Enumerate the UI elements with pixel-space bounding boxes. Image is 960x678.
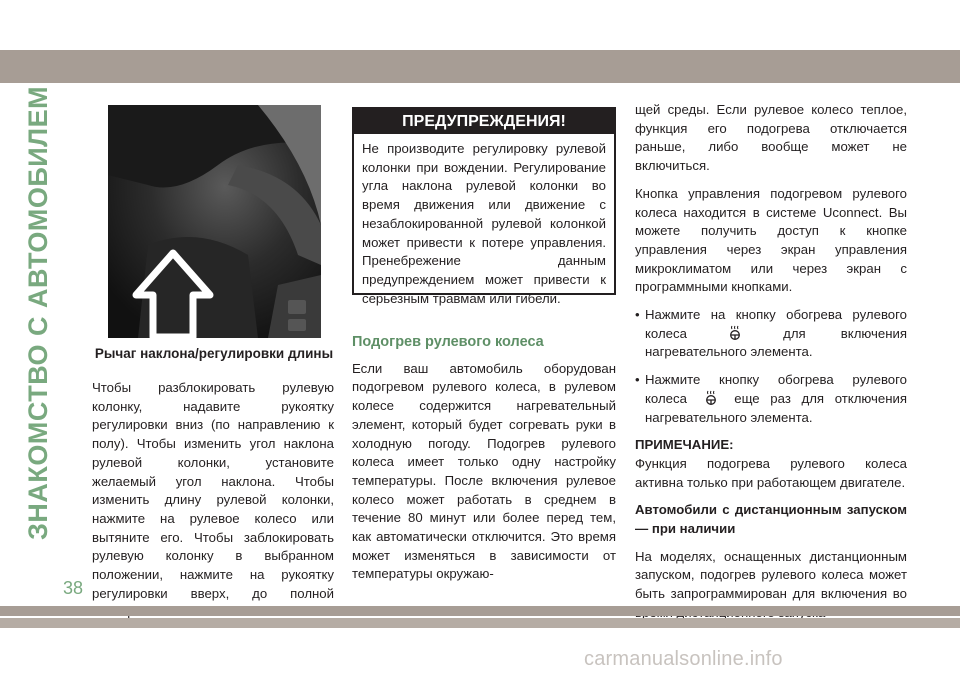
column-3: [635, 101, 907, 632]
chapter-title: ЗНАКОМСТВО С АВТОМОБИЛЕМ: [23, 85, 53, 540]
warning-box: [352, 107, 616, 306]
steering-column-image: [108, 105, 321, 338]
warning-text: Не производите регулировку рулевой колонки при вождении. Регулирование угла наклона рулевой колонки во время движения или движение с незаблокированной рулевой колонкой может привести к потере управления. Пренебрежение данным предупреждением может привести к серьезным травмам или гибели.: [362, 141, 606, 306]
note-text: Функция подогрева рулевого колеса активна только при работающем двигателе.: [635, 455, 907, 490]
heated-steering-wheel-icon: [726, 325, 744, 340]
bullet-text-start: Нажмите кнопку обогрева рулевого колеса: [645, 372, 907, 406]
column-1: [92, 379, 334, 631]
remote-start-title: Автомобили с дистанционным запуском — при наличии: [635, 502, 907, 537]
page-number: 38: [63, 578, 84, 598]
remote-start-text: На моделях, оснащенных дистанционным запуском, подогрев рулевого колеса может быть запрограммирован для включения во: [635, 548, 907, 602]
header-band: [0, 50, 960, 83]
paragraph-heated-wheel: Если ваш автомобиль оборудован подогревом рулевого колеса, в рулевом колесе содержится нагревательный элемент, который будет согревать руки в холодную погоду. Подогрев рулевого колеса имеет только одну настройку температуры. После включения рулевое колесо может работать в среднем в течение 80 минут или более перед тем, как автоматически отключится. Это время может изменяться в зависимости от температуры окружаю-: [352, 360, 616, 582]
bullet-text-end: для включения нагревательного элемента.: [645, 325, 907, 360]
column-2: [352, 333, 616, 593]
bullet-text: [645, 371, 907, 427]
bullet-text-start: Нажмите на кнопку обогрева рулевого колеса: [645, 307, 907, 341]
bullet-text-end: еще раз для отключения нагревательного элемента.: [645, 390, 907, 425]
paragraph-continued: щей среды. Если рулевое колесо теплое, функция его подогрева отключается раньше, либо вообще может не включиться.: [635, 102, 907, 174]
warning-title: ПРЕДУПРЕЖДЕНИЯ!: [354, 109, 614, 134]
watermark: carmanualsonline.info: [584, 648, 783, 670]
note-title: ПРИМЕЧАНИЕ:: [635, 437, 734, 453]
heated-steering-wheel-icon: [702, 390, 720, 405]
section-title-heated-wheel: Подогрев рулевого колеса: [352, 334, 544, 350]
paragraph-uconnect: Кнопка управления подогревом рулевого колеса находится в системе Uconnect. Вы можете получить доступ к кнопке управления через экран управления микроклиматом или через экран с программными кнопками.: [635, 185, 907, 295]
paragraph-unlock: Чтобы разблокировать рулевую колонку, надавите рукоятку регулировки вниз (по направлению к полу). Чтобы изменить угол наклона рулевой колонки, установите желаемый угол наклона. Чтобы изменить длину рулевой колонки, нажмите на рулевое колесо или вытяните его. Чтобы заблокировать рулевую колонку в выбранном положении, нажмите на рукоятку регулировки вверх, до полной: [92, 380, 334, 601]
bullet-mark: •: [635, 307, 640, 323]
photo-caption: Рычаг наклона/регулировки длины: [94, 346, 334, 361]
bullet-item-on: [635, 306, 907, 362]
bullet-text: [645, 306, 907, 362]
steering-column-photo: [108, 105, 321, 338]
bullet-mark: •: [635, 372, 640, 388]
footer-band: [0, 606, 960, 616]
bullet-item-off: [635, 371, 907, 427]
footer-band-lower: [0, 618, 960, 628]
